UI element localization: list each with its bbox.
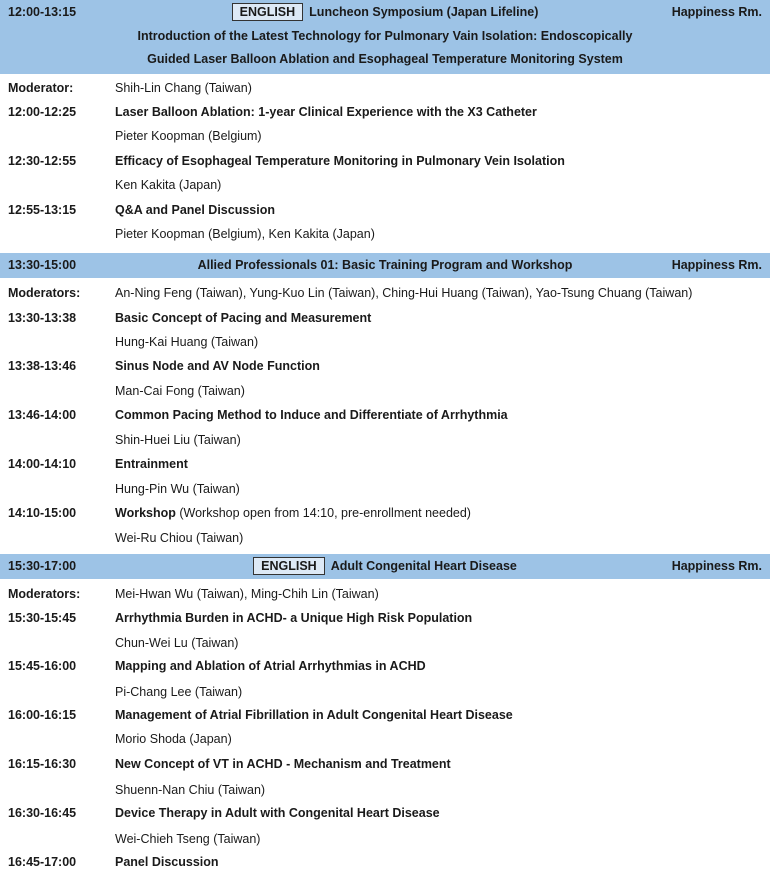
session-room: Happiness Rm. (671, 559, 762, 573)
session-time: 12:00-13:15 (8, 5, 77, 19)
talk-title: Mapping and Ablation of Atrial Arrhythmias in ACHD (115, 659, 426, 673)
talk-row (0, 802, 770, 824)
talk-speaker: Ken Kakita (Japan) (115, 178, 222, 192)
language-badge: ENGLISH (253, 557, 325, 575)
talk-time: 12:30-12:55 (8, 154, 77, 168)
talk-title: Efficacy of Esophageal Temperature Monitoring in Pulmonary Vein Isolation (115, 154, 565, 168)
session-time: 15:30-17:00 (8, 559, 77, 573)
talk-title: Entrainment (115, 457, 188, 471)
talk-row (0, 307, 770, 329)
talk-row (0, 607, 770, 629)
talk-speaker: Pieter Koopman (Belgium), Ken Kakita (Japan) (115, 227, 375, 241)
session-title-line (0, 557, 770, 575)
session-title-line (0, 3, 770, 21)
session-title: Adult Congenital Heart Disease (330, 559, 517, 573)
talk-speaker: Morio Shoda (Japan) (115, 732, 232, 746)
talk-title: Basic Concept of Pacing and Measurement (115, 311, 372, 325)
talk-time: 14:10-15:00 (8, 506, 77, 520)
talk-title: Common Pacing Method to Induce and Differentiate of Arrhythmia (115, 408, 508, 422)
talk-row (0, 453, 770, 475)
talk-time: 13:38-13:46 (8, 359, 77, 373)
talk-title: Panel Discussion (115, 855, 219, 869)
talk-title: Sinus Node and AV Node Function (115, 359, 320, 373)
session-header (0, 0, 770, 74)
talk-note: (Workshop open from 14:10, pre-enrollment needed) (175, 506, 471, 520)
speaker-row (0, 681, 770, 703)
talk-title: New Concept of VT in ACHD - Mechanism and Treatment (115, 757, 451, 771)
moderator-label: Moderator: (8, 81, 74, 95)
talk-time: 16:00-16:15 (8, 708, 77, 722)
talk-time: 12:00-12:25 (8, 105, 77, 119)
talk-time: 16:45-17:00 (8, 855, 77, 869)
moderator-row (0, 583, 770, 605)
talk-row (0, 199, 770, 221)
talk-row (0, 150, 770, 172)
session-room: Happiness Rm. (671, 5, 762, 19)
talk-time: 12:55-13:15 (8, 203, 77, 217)
talk-title: Management of Atrial Fibrillation in Adult Congenital Heart Disease (115, 708, 513, 722)
speaker-row (0, 779, 770, 801)
session-title: Luncheon Symposium (Japan Lifeline) (309, 5, 539, 19)
talk-title: Arrhythmia Burden in ACHD- a Unique High Risk Population (115, 611, 473, 625)
session-subtitle: Guided Laser Balloon Ablation and Esophageal Temperature Monitoring System (147, 52, 623, 66)
talk-speaker: Wei-Ru Chiou (Taiwan) (115, 531, 244, 545)
talk-row (0, 753, 770, 775)
talk-title: Device Therapy in Adult with Congenital Heart Disease (115, 806, 440, 820)
speaker-row (0, 125, 770, 147)
talk-row (0, 502, 770, 524)
talk-speaker: Pieter Koopman (Belgium) (115, 129, 262, 143)
talk-speaker: Hung-Pin Wu (Taiwan) (115, 482, 240, 496)
moderator-names: An-Ning Feng (Taiwan), Yung-Kuo Lin (Taiwan), Ching-Hui Huang (Taiwan), Yao-Tsung Chuang (Taiwan) (115, 286, 693, 300)
session-room: Happiness Rm. (671, 258, 762, 272)
speaker-row (0, 380, 770, 402)
speaker-row (0, 527, 770, 549)
talk-title: Workshop (115, 506, 176, 520)
talk-speaker: Man-Cai Fong (Taiwan) (115, 384, 245, 398)
talk-time: 16:30-16:45 (8, 806, 77, 820)
talk-row (0, 655, 770, 677)
talk-title: Laser Balloon Ablation: 1-year Clinical Experience with the X3 Catheter (115, 105, 537, 119)
moderator-row (0, 77, 770, 99)
talk-title-line (115, 502, 471, 524)
talk-row (0, 101, 770, 123)
speaker-row (0, 429, 770, 451)
speaker-row (0, 174, 770, 196)
session-header (0, 554, 770, 579)
talk-speaker: Shin-Huei Liu (Taiwan) (115, 433, 241, 447)
talk-time: 15:45-16:00 (8, 659, 77, 673)
speaker-row (0, 478, 770, 500)
moderator-names: Mei-Hwan Wu (Taiwan), Ming-Chih Lin (Taiwan) (115, 587, 379, 601)
talk-row (0, 851, 770, 873)
moderator-label: Moderators: (8, 286, 81, 300)
talk-time: 15:30-15:45 (8, 611, 77, 625)
talk-speaker: Shuenn-Nan Chiu (Taiwan) (115, 783, 266, 797)
talk-speaker: Hung-Kai Huang (Taiwan) (115, 335, 259, 349)
speaker-row (0, 223, 770, 245)
moderator-row (0, 282, 770, 304)
moderator-names: Shih-Lin Chang (Taiwan) (115, 81, 252, 95)
talk-time: 13:46-14:00 (8, 408, 77, 422)
talk-row (0, 404, 770, 426)
talk-row (0, 355, 770, 377)
talk-speaker: Wei-Chieh Tseng (Taiwan) (115, 832, 261, 846)
talk-title: Q&A and Panel Discussion (115, 203, 275, 217)
session-header (0, 253, 770, 278)
talk-time: 13:30-13:38 (8, 311, 77, 325)
session-title: Allied Professionals 01: Basic Training Program and Workshop (197, 258, 573, 272)
speaker-row (0, 728, 770, 750)
moderator-label: Moderators: (8, 587, 81, 601)
session-time: 13:30-15:00 (8, 258, 77, 272)
talk-speaker: Chun-Wei Lu (Taiwan) (115, 636, 239, 650)
talk-time: 14:00-14:10 (8, 457, 77, 471)
speaker-row (0, 632, 770, 654)
language-badge: ENGLISH (232, 3, 304, 21)
talk-speaker: Pi-Chang Lee (Taiwan) (115, 685, 243, 699)
talk-row (0, 704, 770, 726)
speaker-row (0, 331, 770, 353)
session-subtitle: Introduction of the Latest Technology for Pulmonary Vain Isolation: Endoscopically (137, 29, 633, 43)
speaker-row (0, 828, 770, 850)
talk-time: 16:15-16:30 (8, 757, 77, 771)
